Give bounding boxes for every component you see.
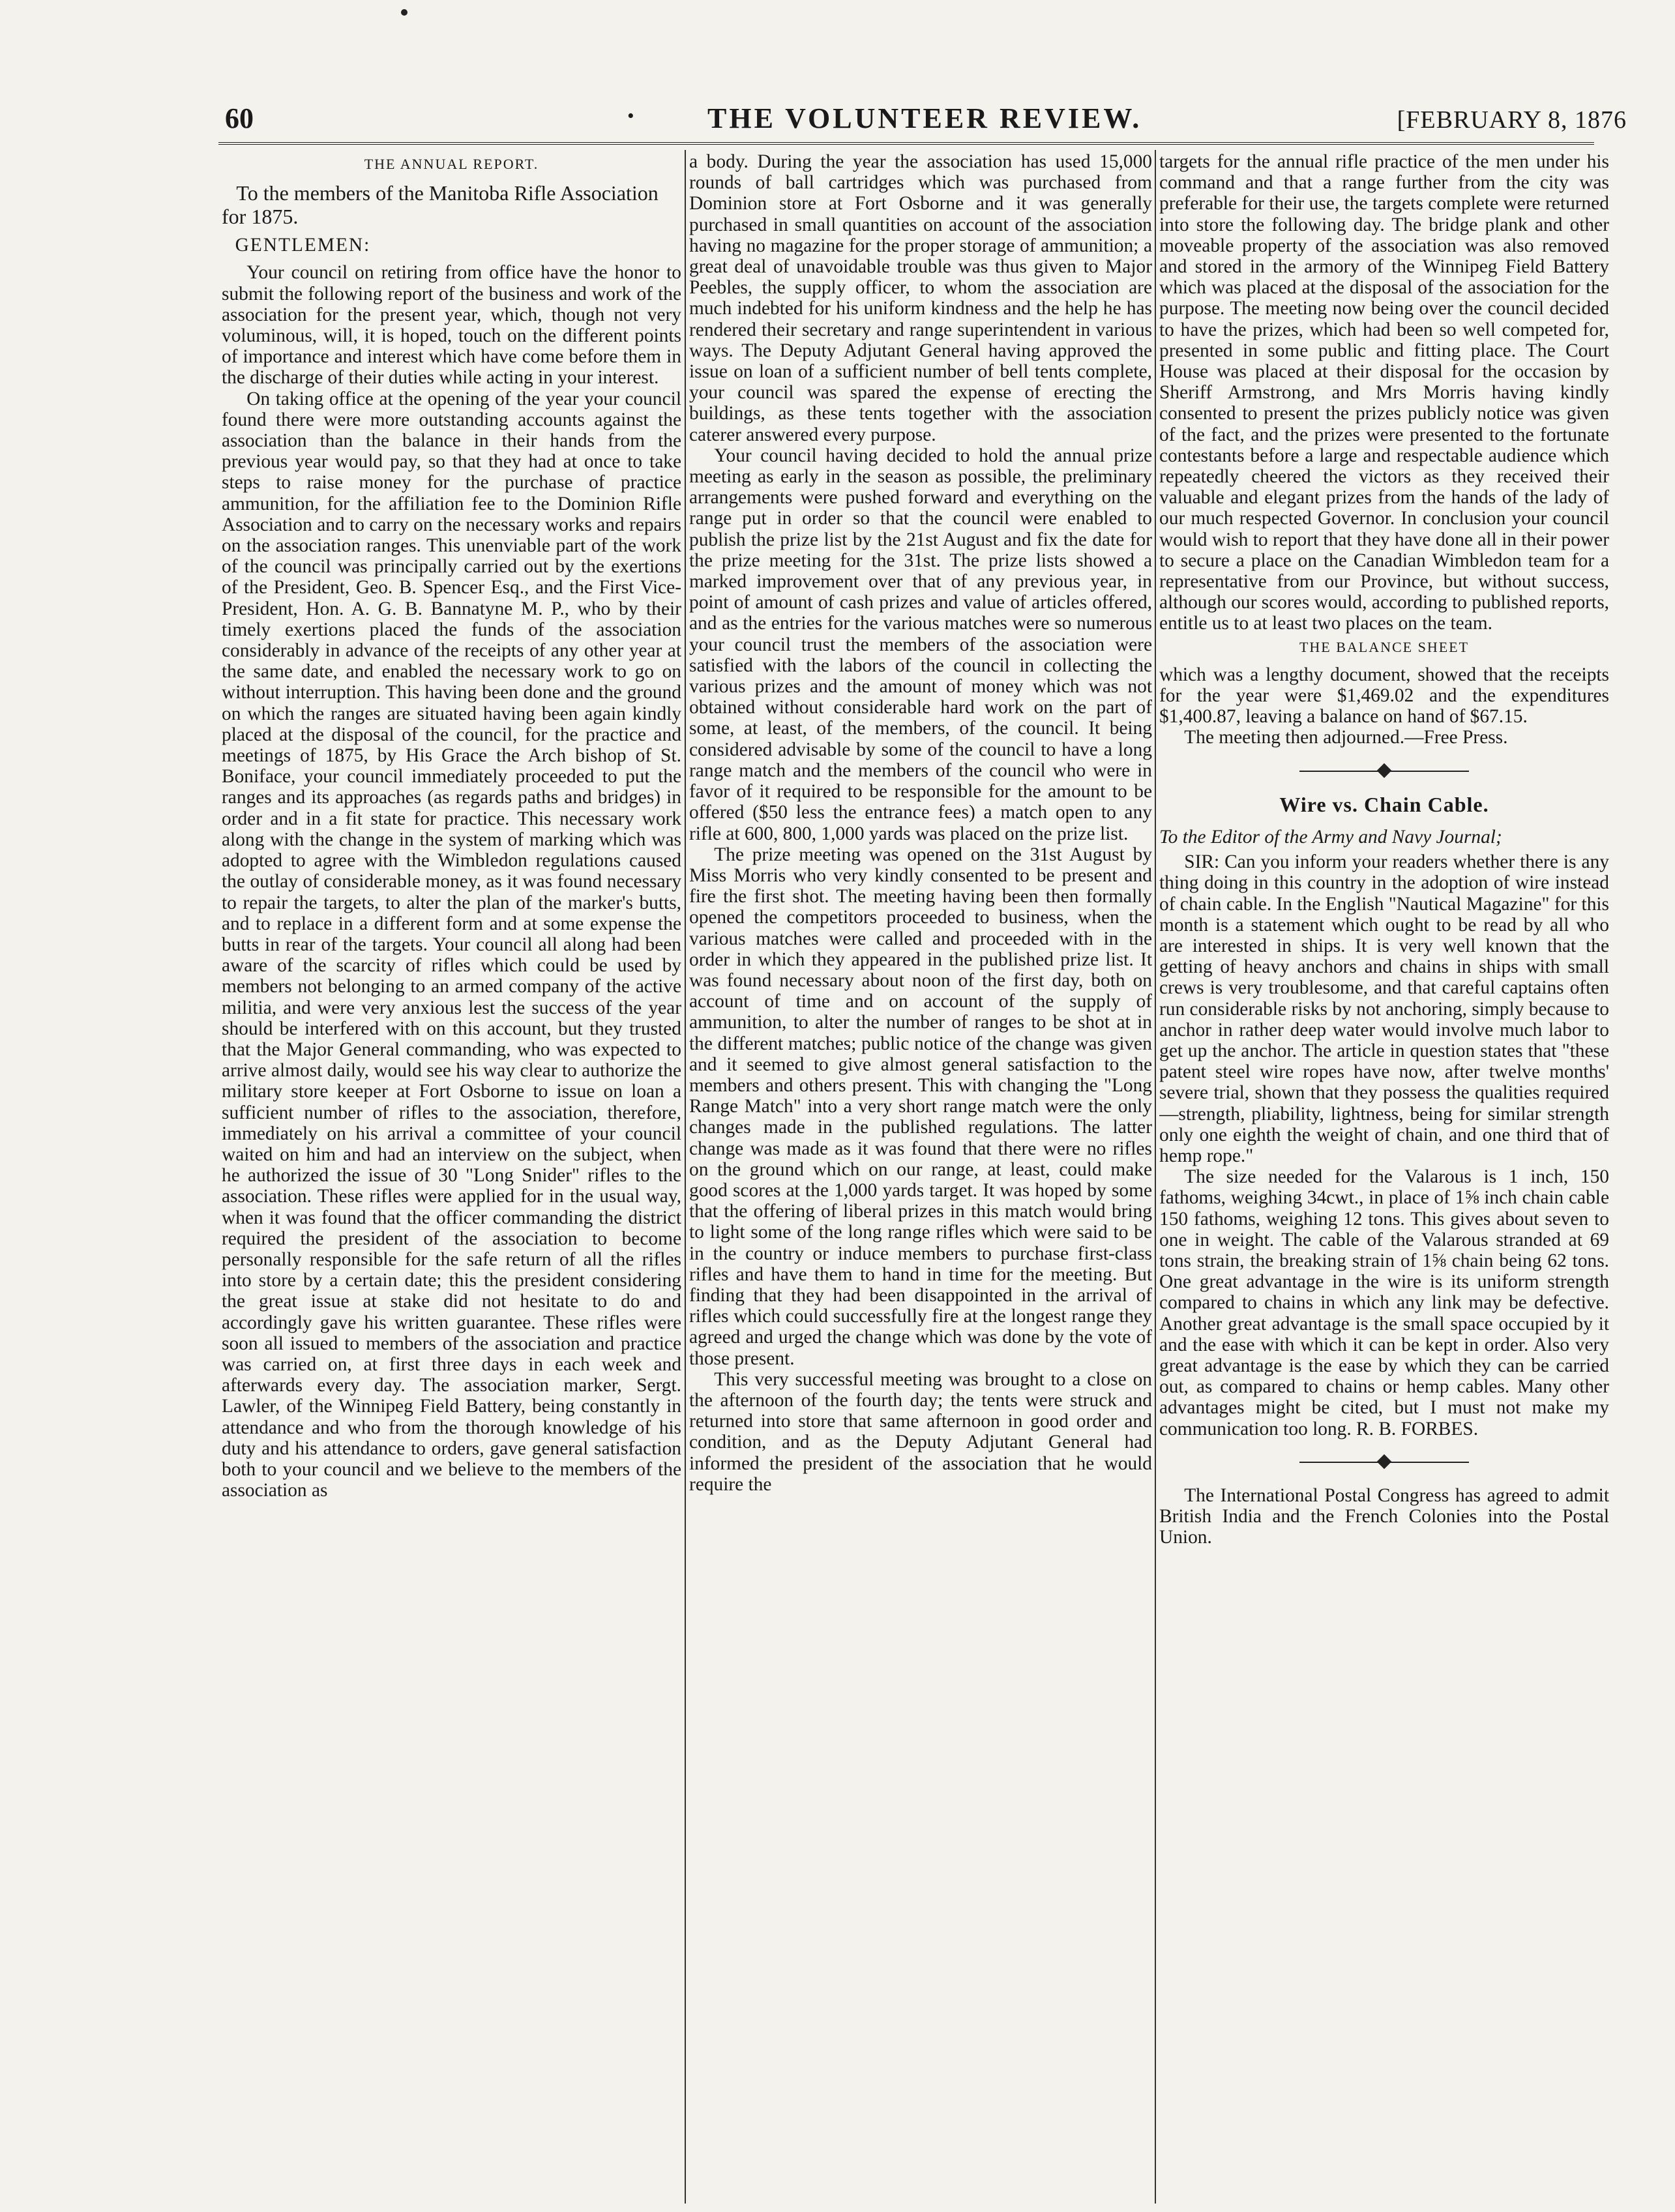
header-rule <box>218 142 1594 145</box>
column-2 <box>689 151 1152 2205</box>
column-1 <box>222 151 681 2205</box>
paragraph: a body. During the year the association has used 15,000 rounds of ball cartridges which was purchased from Dominion store at Fort Osborne and it was generally purchased in small quantities on account of the association having no magazine for the proper storage of ammunition; a great deal of unavoidable trouble was thus given to Major Peebles, the supply officer, to whom the association are much indebted for his uniform kindness and the help he has rendered their secretary and range superintendent in various ways. The Deputy Adjutant General having approved the issue on loan of a sufficient number of bell tents complete, your council was spared the expense of erecting the buildings, as these tents together with the association caterer answered every purpose. <box>689 151 1152 445</box>
section-ornament <box>1159 1451 1609 1473</box>
paragraph: which was a lengthy document, showed that the receipts for the year were $1,469.02 and the expenditures $1,400.87, leaving a balance on hand of $67.15. <box>1159 664 1609 728</box>
section-heading-annual-report: THE ANNUAL REPORT. <box>364 156 539 172</box>
publication-title: THE VOLUNTEER REVIEW. <box>707 102 1142 134</box>
salutation: GENTLEMEN: <box>235 235 371 256</box>
paragraph: targets for the annual rifle practice of the men under his command and that a range further from the city was preferable for their use, the targets complete were returned into store the following day. The bridge plank and other moveable property of the association was also removed and stored in the armory of the Winnipeg Field Battery which was placed at the disposal of the association for the purpose. The meeting now being over the council decided to have the prizes, which had been so well competed for, presented in some public and fitting place. The Court House was placed at their disposal for the occasion by Sheriff Armstrong, and Mrs Morris having kindly consented to present the prizes publicly notice was given of the fact, and the prizes were presented to the fortunate contestants before a large and respectable audience which repeatedly cheered the victors as they received their valuable and elegant prizes from the hands of the lady of our much respected Governor. In conclusion your council would wish to report that they have done all in their power to secure a place on the Canadian Wimbledon team for a representative from our Province, but without success, although our scores would, according to published reports, entitle us to at least two places on the team. <box>1159 151 1609 634</box>
address-line: To the members of the Manitoba Rifle Association for 1875. <box>222 181 659 229</box>
letter-address: To the Editor of the Army and Navy Journal; <box>1159 826 1502 848</box>
paragraph: The meeting then adjourned.—Free Press. <box>1184 727 1508 748</box>
section-heading-balance-sheet: THE BALANCE SHEET <box>1299 638 1470 655</box>
paragraph: The prize meeting was opened on the 31st August by Miss Morris who very kindly consented to be present and fire the first shot. The meeting having been then formally opened the competitors proceeded to business, when the various matches were called and proceeded with in the order in which they appeared in the published prize list. It was found necessary about noon of the first day, both on account of time and on account of the supply of ammunition, to alter the number of ranges to be shot at in the different matches; public notice of the change was given and it seemed to give almost general satisfaction to the members and others present. This with changing the "Long Range Match" into a very short range match were the only changes made in the published regulations. The latter change was made as it was found that there were no rifles on the ground which on our range, at least, could make good scores at the 1,000 yards target. It was hoped by some that the offering of liberal prizes in this match would bring to light some of the long range rifles which were said to be in the country or induce members to purchase first-class rifles and have them to hand in time for the meeting. But finding that they had been disappointed in the arrival of rifles which could successfully fire at the longest range they agreed and urged the change which was done by the vote of those present. <box>689 844 1152 1369</box>
running-header <box>225 99 1627 138</box>
paragraph: The size needed for the Valarous is 1 inch, 150 fathoms, weighing 34cwt., in place of 1⅝ inch chain cable 150 fathoms, weighing 12 tons. This gives about seven to one in weight. The cable of the Valarous stranded at 69 tons strain, the breaking strain of 1⅝ chain being 62 tons. One great advantage in the wire is its uniform strength compared to chains in which any link may be defective. Another great advantage is the small space occupied by it and the ease with which it can be kept in order. Also very great advantage is the ease by which they can be carried out, as compared to chains or hemp cables. Many other advantages might be cited, but I must not make my communication too long. R. B. FORBES. <box>1159 1166 1609 1439</box>
paragraph: On taking office at the opening of the year your council found there were more outstanding accounts against the association than the balance in their hands from the previous year would pay, so that they had at once to take steps to raise money for the purchase of practice ammunition, for the affiliation fee to the Dominion Rifle Association and to carry on the necessary works and repairs on the association ranges. This unenviable part of the work of the council was principally carried out by the exertions of the President, Geo. B. Spencer Esq., and the First Vice-President, Hon. A. G. B. Bannatyne M. P., who by their timely exertions placed the funds of the association considerably in advance of the receipts of any other year at the same date, and enabled the necessary work to go on without interruption. This having been done and the ground on which the ranges are situated having been again kindly placed at the disposal of the council, for the practice and meetings of 1875, by His Grace the Arch bishop of St. Boniface, your council immediately proceeded to put the ranges and its approaches (as regards paths and bridges) in order and in a fit state for practice. This necessary work along with the change in the system of marking which was adopted to agree with the Wimbledon regulations caused the outlay of considerable money, as it was found necessary to repair the targets, to alter the plan of the marker's butts, and to replace in a different form and at some expense the butts in rear of the targets. Your council all along had been aware of the scarcity of rifles which could be used by members not belonging to an armed company of the active militia, and were very anxious lest the success of the year should be interfered with on this account, but they trusted that the Major General commanding, who was expected to arrive almost daily, would see his way clear to authorize the military store keeper at Fort Osborne to issue on loan a sufficient number of rifles to the association, therefore, immediately on his arrival a committee of your council waited on him and had an interview on the subject, when he authorized the issue of 30 "Long Snider" rifles to the association. These rifles were applied for in the usual way, when it was found that the officer commanding the district required the president of the association to become personally responsible for the safe return of all the rifles into store by a certain date; this the president considering the great issue at stake did not hesitate to do and accordingly gave his written guarantee. These rifles were soon all issued to members of the association and practice was carried on, at first three days in each week and afterwards every day. The association marker, Sergt. Lawler, of the Winnipeg Field Battery, being constantly in attendance and who from the thorough knowledge of his duty and his attendance to orders, gave general satisfaction both to your council and we believe to the members of the association as <box>222 388 681 1501</box>
paragraph: The International Postal Congress has agreed to admit British India and the French Colonies into the Postal Union. <box>1159 1484 1609 1548</box>
paragraph: Your council having decided to hold the annual prize meeting as early in the season as possible, the preliminary arrangements were pushed forward and everything on the range put in order so that the council were enabled to publish the prize list by the 21st August and fix the date for the prize meeting for the 31st. The prize lists showed a marked improvement over that of any previous year, in point of amount of cash prizes and value of articles offered, and as the entries for the various matches were so numerous your council trust the members of the association were satisfied with the labors of the council in collecting the various prizes and the amount of money which was not obtained without considerable hard work on the part of some, at least, of the members, of the council. It being considered advisable by some of the council to have a long range match and the members of the council who were in favor of it required to be responsible for the amount to be offered ($50 less the entrance fees) a match open to any rifle at 600, 800, 1,000 yards was placed on the prize list. <box>689 445 1152 844</box>
paragraph: SIR: Can you inform your readers whether there is any thing doing in this country in the adoption of wire instead of chain cable. In the English "Nautical Magazine" for this month is a statement which ought to be read by all who are interested in ships. It is very well known that the getting of heavy anchors and chains in ships with small crews is very troublesome, and that careful captains often run considerable risks by not anchoring, simply because to anchor in rather deep water would involve much labor to get up the anchor. The article in question states that "these patent steel wire ropes have now, after twelve months' severe trial, shown that they possess the qualities required—strength, pliability, lightness, being for similar strength only one eighth the weight of chain, and one third that of hemp rope." <box>1159 851 1609 1166</box>
column-divider-2 <box>1155 150 1156 2204</box>
paragraph: Your council on retiring from office have the honor to submit the following report of the business and work of the association for the present year, which, though not very voluminous, will, it is hoped, touch on the different points of importance and interest which have come before them in the discharge of their duties while acting in your interest. <box>222 262 681 389</box>
issue-date: [FEBRUARY 8, 1876 <box>1397 106 1627 134</box>
paragraph: This very successful meeting was brought to a close on the afternoon of the fourth day; the tents were struck and returned into store that same afternoon in good order and condition, and as the Deputy Adjutant General had informed the president of the association that he would require the <box>689 1368 1152 1495</box>
ink-speck <box>401 9 408 16</box>
header-dot: · <box>626 100 636 132</box>
column-divider-1 <box>685 150 686 2204</box>
article-title: Wire vs. Chain Cable. <box>1279 792 1489 816</box>
page-number: 60 <box>225 102 254 134</box>
section-ornament <box>1159 760 1609 782</box>
column-3 <box>1159 151 1609 2205</box>
